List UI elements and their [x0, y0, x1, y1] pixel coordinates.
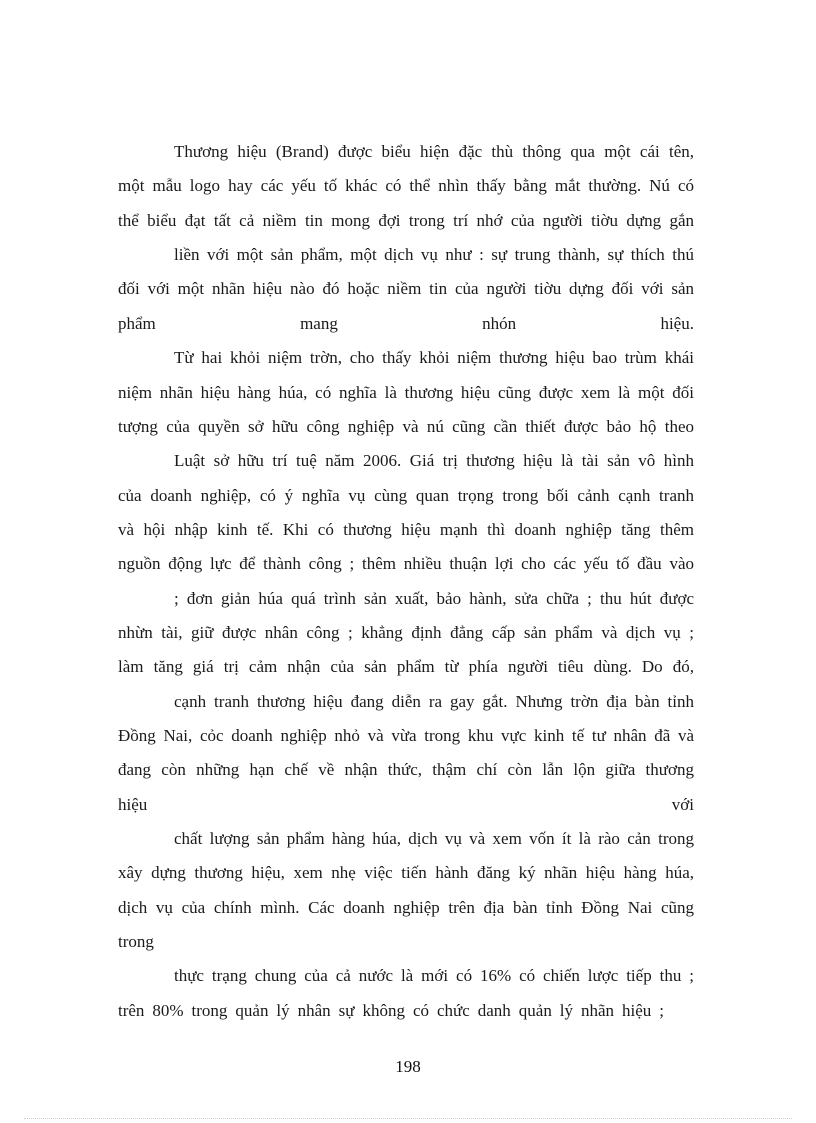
word: hiệu.: [660, 314, 694, 333]
text-line: và hội nhập kinh tế. Khi có thương hiệu mạnh thì doanh nghiệp tăng thêm: [118, 520, 694, 539]
text-line: của doanh nghiệp, có ý nghĩa vụ cùng quan trọng trong bối cảnh cạnh tranh: [118, 486, 694, 505]
text-line-spaced: [118, 313, 694, 335]
text-line: tượng của quyền sở hữu công nghiệp và nú cũng cần thiết được bảo hộ theo: [118, 417, 694, 436]
text-line: xây dựng thương hiệu, xem nhẹ việc tiến hành đăng ký nhãn hiệu hàng húa,: [118, 863, 694, 882]
text-line: thực trạng chung của cả nước là mới có 16% có chiến lược tiếp thu ;: [174, 966, 694, 985]
word: phẩm: [118, 314, 156, 333]
text-line-spaced: [118, 794, 694, 816]
word: mang: [300, 314, 338, 333]
page-number: 198: [395, 1057, 421, 1076]
text-line: Từ hai khỏi niệm trờn, cho thấy khỏi niệm thương hiệu bao trùm khái: [174, 348, 694, 367]
text-line: đang còn những hạn chế về nhận thức, thậm chí còn lẫn lộn giữa thương: [118, 760, 694, 779]
text-line: làm tăng giá trị cảm nhận của sản phẩm từ phía người tiêu dùng. Do đó,: [118, 657, 694, 676]
text-line: Đồng Nai, cỏc doanh nghiệp nhỏ và vừa trong khu vực kinh tế tư nhân đã và: [118, 726, 694, 745]
text-line: một mẫu logo hay các yếu tố khác có thể nhìn thấy bằng mắt thường. Nú có: [118, 176, 694, 195]
text-line: trong: [118, 932, 154, 951]
text-line: trên 80% trong quản lý nhân sự không có chức danh quản lý nhãn hiệu ;: [118, 1001, 664, 1020]
text-line: đối với một nhãn hiệu nào đó hoặc niềm tin của người tiờu dựng đối với sản: [118, 279, 694, 298]
word: hiệu: [118, 795, 148, 814]
text-line: ; đơn giản húa quá trình sản xuất, bảo hành, sửa chữa ; thu hút được: [174, 589, 694, 608]
text-line: chất lượng sản phẩm hàng húa, dịch vụ và xem vốn ít là rào cản trong: [174, 829, 694, 848]
text-line: cạnh tranh thương hiệu đang diễn ra gay gắt. Nhưng trờn địa bàn tỉnh: [174, 692, 694, 711]
text-line: dịch vụ của chính mình. Các doanh nghiệp trên địa bàn tỉnh Đồng Nai cũng: [118, 898, 694, 917]
text-line: liền với một sản phẩm, một dịch vụ như : sự trung thành, sự thích thú: [174, 245, 694, 264]
text-line: Luật sở hữu trí tuệ năm 2006. Giá trị thương hiệu là tài sản vô hình: [174, 451, 694, 470]
text-line: Thương hiệu (Brand) được biểu hiện đặc thù thông qua một cái tên,: [174, 142, 694, 161]
word: với: [671, 795, 694, 814]
text-line: nhừn tài, giữ được nhân công ; khẳng định đẳng cấp sản phẩm và dịch vụ ;: [118, 623, 694, 642]
text-line: niệm nhãn hiệu hàng húa, có nghĩa là thương hiệu cũng được xem là một đối: [118, 383, 694, 402]
text-line: nguồn động lực để thành công ; thêm nhiều thuận lợi cho các yếu tố đầu vào: [118, 554, 694, 573]
text-line: thể biểu đạt tất cả niềm tin mong đợi trong trí nhớ của người tiờu dựng gắn: [118, 211, 694, 230]
page-edge-divider: [24, 1118, 792, 1119]
word: nhón: [482, 314, 517, 333]
